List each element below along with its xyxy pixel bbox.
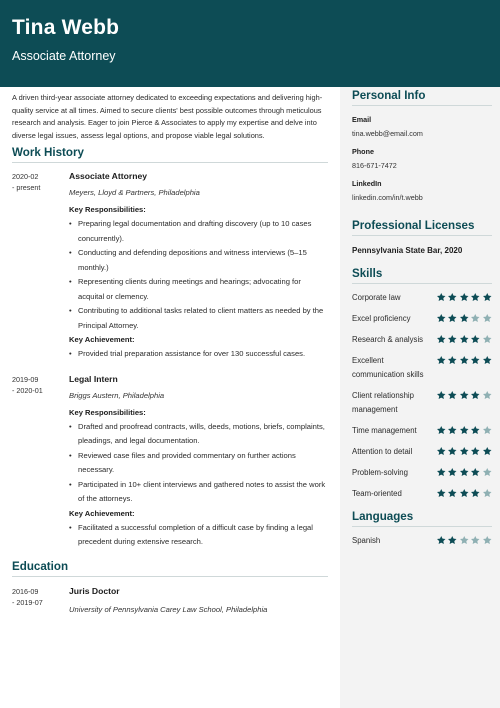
star-empty-icon — [482, 467, 493, 478]
skill-row — [352, 389, 492, 417]
star-filled-icon — [436, 334, 447, 345]
work-history-list — [12, 171, 328, 550]
education-degree: Juris Doctor — [69, 585, 120, 596]
star-filled-icon — [436, 425, 447, 436]
star-filled-icon — [482, 292, 493, 303]
skill-row — [352, 354, 492, 382]
education-list — [12, 586, 328, 614]
responsibilities-label: Key Responsibilities: — [69, 205, 146, 215]
star-filled-icon — [482, 446, 493, 457]
achievement-item: • Provided trial preparation assistance for over 130 successful cases. — [69, 347, 328, 362]
responsibility-item: • Preparing legal documentation and drafting discovery (up to 10 cases concurrently). — [69, 217, 328, 246]
skill-name: Client relationship management — [352, 391, 414, 414]
candidate-title: Associate Attorney — [12, 49, 116, 63]
responsibility-item: • Conducting and defending depositions and witness interviews (5–15 monthly.) — [69, 246, 328, 275]
linkedin-value[interactable]: linkedin.com/in/t.webb — [352, 193, 423, 202]
star-filled-icon — [470, 334, 481, 345]
education-start-date: 2016-09 — [12, 586, 39, 596]
achievement-item: • Facilitated a successful completion of a difficult case by finding a legal precedent during extensive research. — [69, 521, 328, 550]
star-filled-icon — [447, 535, 458, 546]
education-school: University of Pennsylvania Carey Law School, Philadelphia — [69, 604, 268, 614]
star-filled-icon — [459, 446, 470, 457]
star-filled-icon — [470, 292, 481, 303]
main-column — [12, 87, 328, 614]
star-filled-icon — [459, 292, 470, 303]
skill-row — [352, 333, 492, 347]
responsibilities-list — [69, 420, 328, 507]
star-filled-icon — [459, 313, 470, 324]
skills-list — [352, 291, 492, 501]
skill-rating — [436, 354, 493, 366]
responsibilities-label: Key Responsibilities: — [69, 407, 146, 417]
work-end-date: - present — [12, 183, 41, 193]
star-filled-icon — [436, 488, 447, 499]
star-filled-icon — [447, 292, 458, 303]
sidebar — [352, 87, 492, 548]
education-end-date: - 2019-07 — [12, 597, 43, 607]
achievements-list — [69, 521, 328, 550]
license-item: Pennsylvania State Bar, 2020 — [352, 246, 463, 255]
star-filled-icon — [436, 446, 447, 457]
responsibilities-list — [69, 217, 328, 333]
responsibility-item: • Participated in 10+ client interviews and gathered notes to assist the work of the attorneys. — [69, 478, 328, 507]
work-details — [69, 171, 328, 362]
star-filled-icon — [470, 390, 481, 401]
star-empty-icon — [482, 390, 493, 401]
achievements-list — [69, 347, 328, 362]
language-row — [352, 534, 492, 548]
work-company: Meyers, Lloyd & Partners, Philadelphia — [69, 188, 200, 198]
work-dates — [12, 374, 69, 550]
star-empty-icon — [482, 488, 493, 499]
responsibility-item: • Drafted and proofread contracts, wills, deeds, motions, briefs, complaints, pleadings, and legal documentation. — [69, 420, 328, 449]
responsibility-item: • Representing clients during meetings and hearings; advocating for acquital or clemency. — [69, 275, 328, 304]
skill-name: Time management — [352, 426, 417, 435]
star-filled-icon — [436, 355, 447, 366]
skill-rating — [436, 333, 493, 345]
star-filled-icon — [436, 313, 447, 324]
personal-info-heading: Personal Info — [352, 89, 492, 106]
star-filled-icon — [459, 334, 470, 345]
star-filled-icon — [470, 425, 481, 436]
languages-heading: Languages — [352, 510, 492, 527]
star-filled-icon — [447, 334, 458, 345]
skill-rating — [436, 424, 493, 436]
skill-name: Problem-solving — [352, 468, 408, 477]
skill-rating — [436, 312, 493, 324]
resume-header — [0, 0, 500, 87]
star-filled-icon — [470, 467, 481, 478]
phone-label: Phone — [352, 147, 374, 156]
work-entry — [12, 171, 328, 362]
star-filled-icon — [436, 467, 447, 478]
star-empty-icon — [482, 425, 493, 436]
skill-rating — [436, 291, 493, 303]
work-history-heading: Work History — [12, 146, 328, 163]
phone-value[interactable]: 816-671-7472 — [352, 161, 397, 170]
languages-list — [352, 534, 492, 548]
star-filled-icon — [447, 313, 458, 324]
education-details — [69, 586, 328, 614]
skill-name: Attention to detail — [352, 447, 413, 456]
star-filled-icon — [447, 355, 458, 366]
skill-name: Excellent communication skills — [352, 356, 424, 379]
star-filled-icon — [459, 390, 470, 401]
star-filled-icon — [447, 488, 458, 499]
star-empty-icon — [482, 334, 493, 345]
achievement-label: Key Achievement: — [69, 508, 135, 518]
star-empty-icon — [470, 535, 481, 546]
star-filled-icon — [436, 535, 447, 546]
profile-summary: A driven third-year associate attorney dedicated to exceeding expectations and delivering high-quality service at all times. Aimed to secure clients' best possible outcomes through meticulous research and analysis. Eager to join Pierce & Associates to apply my expertise and delve into diverse legal issues, assess legal options, and propose viable legal solutions. — [12, 93, 323, 140]
star-filled-icon — [470, 446, 481, 457]
work-dates — [12, 171, 69, 362]
star-filled-icon — [436, 292, 447, 303]
star-filled-icon — [447, 446, 458, 457]
skill-row — [352, 466, 492, 480]
work-start-date: 2019-09 — [12, 374, 39, 384]
education-dates — [12, 586, 69, 614]
education-entry — [12, 586, 328, 614]
skill-row — [352, 424, 492, 438]
work-role: Associate Attorney — [69, 171, 148, 182]
skill-name: Research & analysis — [352, 335, 424, 344]
star-filled-icon — [459, 467, 470, 478]
responsibility-item: • Reviewed case files and provided commentary on further actions necessary. — [69, 449, 328, 478]
skill-rating — [436, 445, 493, 457]
work-start-date: 2020-02 — [12, 172, 39, 182]
star-filled-icon — [459, 355, 470, 366]
star-filled-icon — [459, 425, 470, 436]
work-company: Briggs Austern, Philadelphia — [69, 390, 165, 400]
star-empty-icon — [482, 313, 493, 324]
skill-rating — [436, 389, 493, 401]
skill-name: Corporate law — [352, 293, 401, 302]
work-entry — [12, 374, 328, 550]
star-filled-icon — [470, 355, 481, 366]
star-filled-icon — [447, 390, 458, 401]
work-details — [69, 374, 328, 550]
candidate-name: Tina Webb — [12, 16, 120, 39]
skill-name: Team-oriented — [352, 489, 402, 498]
star-filled-icon — [470, 488, 481, 499]
star-filled-icon — [459, 488, 470, 499]
work-role: Legal Intern — [69, 373, 118, 384]
skill-row — [352, 291, 492, 305]
star-filled-icon — [447, 467, 458, 478]
star-empty-icon — [459, 535, 470, 546]
star-empty-icon — [482, 535, 493, 546]
licenses-heading: Professional Licenses — [352, 219, 492, 236]
language-name: Spanish — [352, 536, 381, 545]
skill-row — [352, 445, 492, 459]
work-end-date: - 2020-01 — [12, 385, 43, 395]
skill-rating — [436, 487, 493, 499]
star-filled-icon — [436, 390, 447, 401]
skill-row — [352, 312, 492, 326]
star-filled-icon — [447, 425, 458, 436]
language-rating — [436, 534, 493, 546]
education-heading: Education — [12, 560, 328, 577]
skill-rating — [436, 466, 493, 478]
star-filled-icon — [482, 355, 493, 366]
skills-heading: Skills — [352, 267, 492, 284]
achievement-label: Key Achievement: — [69, 335, 135, 345]
star-empty-icon — [470, 313, 481, 324]
email-value[interactable]: tina.webb@email.com — [352, 129, 423, 138]
skill-row — [352, 487, 492, 501]
skill-name: Excel proficiency — [352, 314, 411, 323]
responsibility-item: • Contributing to additional tasks related to client matters as needed by the Principal Attorney. — [69, 304, 328, 333]
linkedin-label: LinkedIn — [352, 179, 382, 188]
email-label: Email — [352, 115, 372, 124]
